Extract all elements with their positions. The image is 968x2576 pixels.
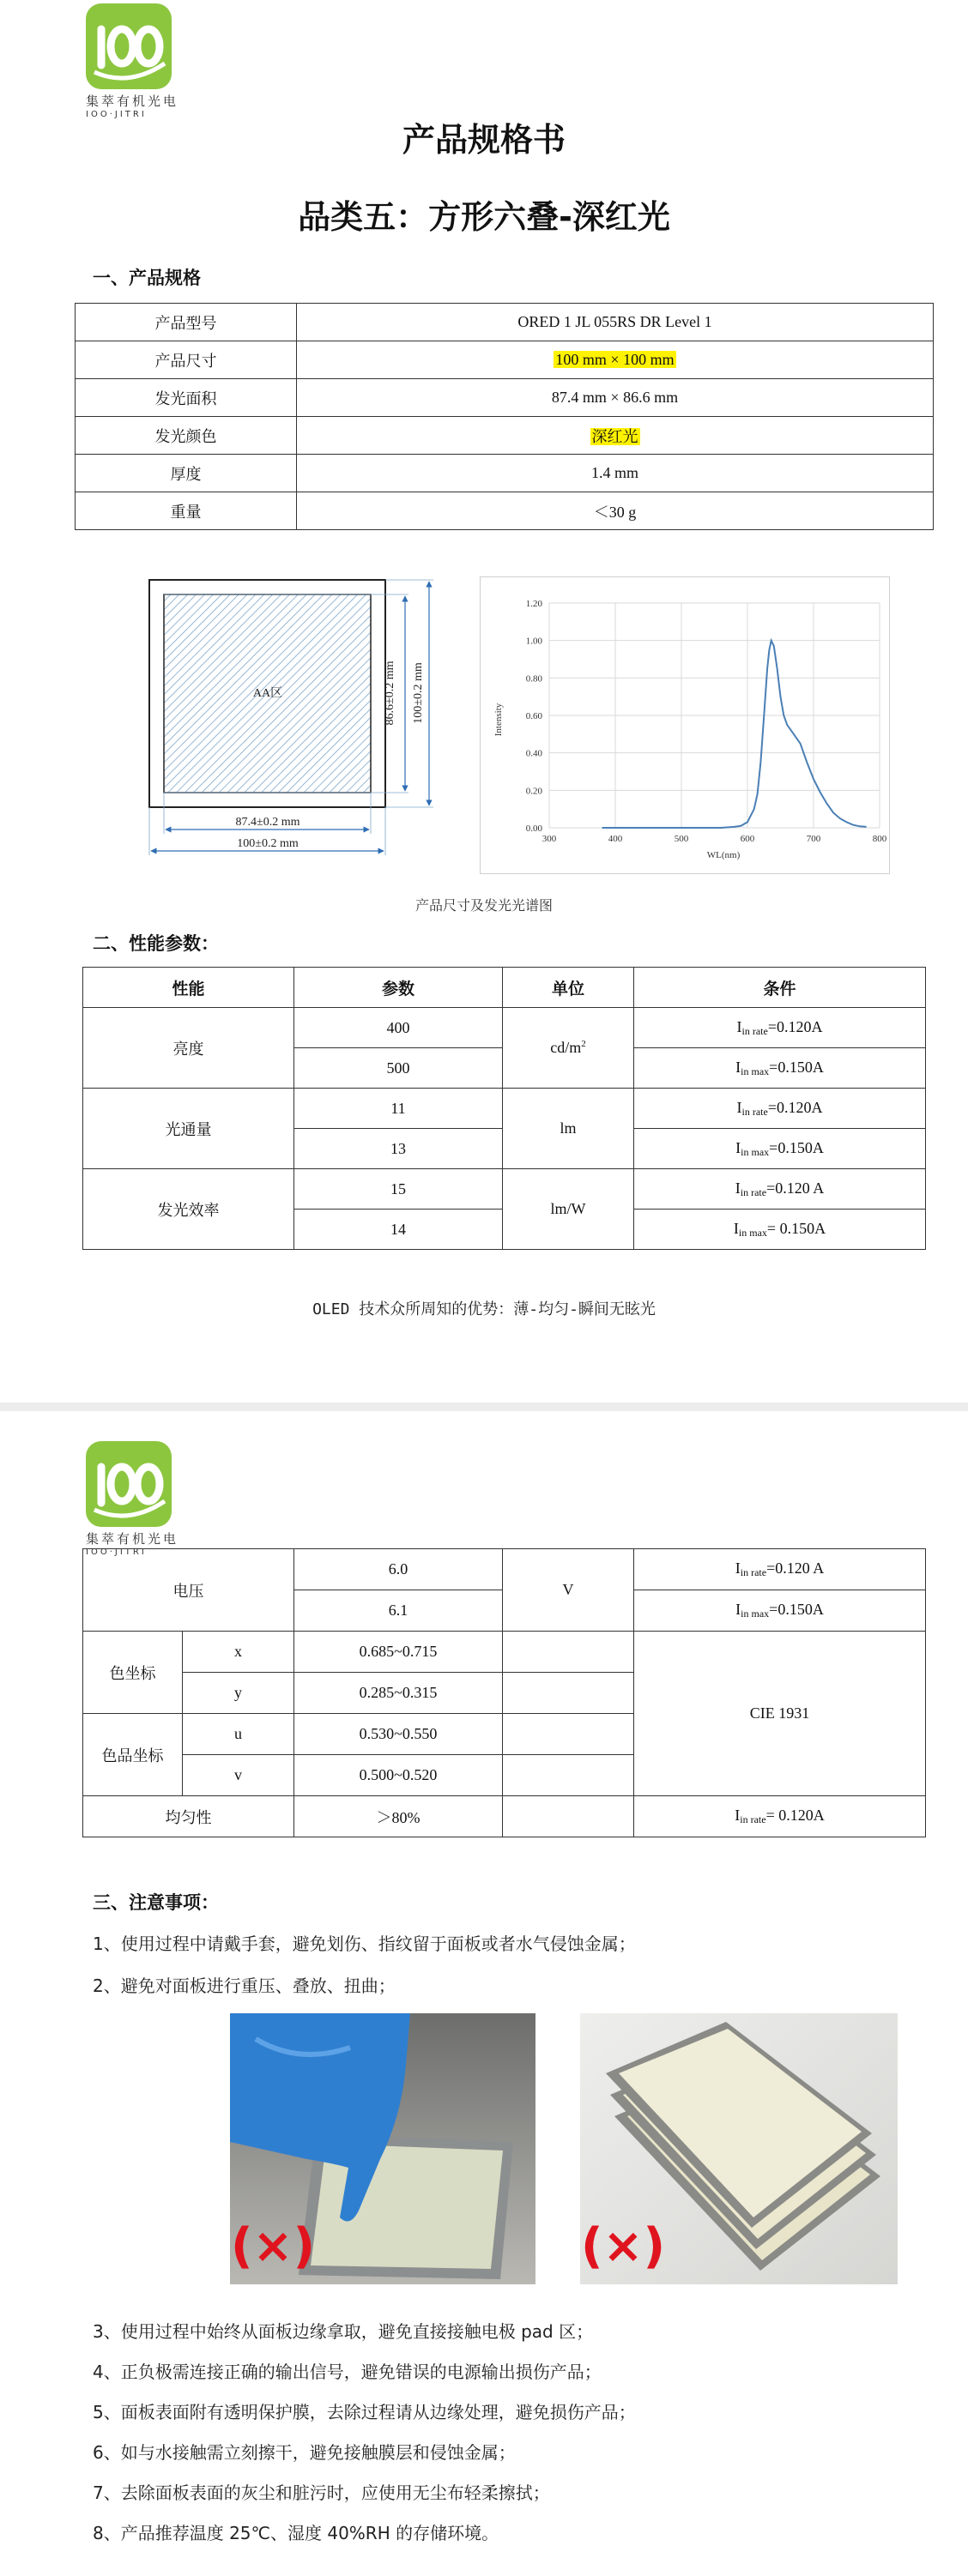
inner-width-label: 87.4±0.2 mm: [235, 816, 300, 829]
logo-cn-text: 集萃有机光电: [86, 1531, 179, 1547]
section-heading-performance: 二、性能参数：: [93, 933, 219, 954]
metric-name: 均匀性: [83, 1796, 294, 1837]
coord-key: u: [183, 1714, 294, 1755]
logo-en-text: IOO·JITRI: [86, 1547, 147, 1557]
spec-value: 1.4 mm: [297, 455, 934, 492]
y-tick-label: 0.40: [525, 748, 542, 759]
section-heading-notes: 三、注意事项：: [93, 1892, 219, 1913]
spec-label: 产品型号: [76, 304, 297, 341]
x-tick-label: 300: [541, 834, 557, 844]
condition-cell: [634, 1796, 926, 1837]
condition-subscript: in max: [738, 1226, 767, 1239]
metric-name: 色坐标: [83, 1632, 183, 1714]
param-value: 0.530~0.550: [294, 1714, 503, 1755]
table-row: [76, 341, 934, 379]
table-row: [83, 1008, 926, 1048]
condition-subscript: in rate: [741, 1024, 768, 1037]
param-value: ＞80%: [294, 1796, 503, 1837]
column-header: 性能: [83, 968, 294, 1008]
table-header-row: [83, 968, 926, 1008]
table-row: [83, 1089, 926, 1129]
table-row: [83, 1796, 926, 1837]
x-tick-label: 700: [806, 834, 821, 844]
logo-badge: [86, 1441, 172, 1527]
param-value: 0.685~0.715: [294, 1632, 503, 1673]
column-header: 单位: [503, 968, 634, 1008]
note-item: 8、产品推荐温度 25℃、湿度 40%RH 的存储环境。: [93, 2523, 499, 2543]
condition-cell: [634, 1089, 926, 1129]
unit-text: lm/W: [550, 1200, 586, 1217]
x-tick-label: 500: [674, 834, 689, 844]
warning-mark: (×): [230, 2218, 316, 2274]
condition-value: = 0.120A: [765, 1807, 825, 1824]
condition-symbol: I: [733, 1219, 739, 1237]
oled-advantage-text: OLED 技术众所周知的优势：薄-均匀-瞬间无眩光: [312, 1300, 656, 1318]
condition-symbol: I: [735, 1559, 741, 1577]
unit-cell: [503, 1169, 634, 1250]
spec-label: 产品尺寸: [76, 341, 297, 379]
logo-badge: [86, 3, 172, 89]
photo-stacked-panels: [580, 2013, 898, 2284]
unit-text: cd/m: [550, 1039, 582, 1056]
table-row: [83, 1632, 926, 1673]
condition-value: =0.150A: [769, 1138, 824, 1156]
note-item: 3、使用过程中始终从面板边缘拿取，避免直接接触电极 pad 区；: [93, 2321, 594, 2342]
spec-label: 厚度: [76, 455, 297, 492]
chart-grid: [549, 603, 880, 828]
table-row: [76, 379, 934, 417]
coord-key: v: [183, 1755, 294, 1796]
warning-mark: (×): [580, 2218, 666, 2274]
y-tick-label: 0.20: [525, 786, 542, 797]
param-value: 400: [294, 1008, 503, 1048]
spec-label: 发光颜色: [76, 417, 297, 455]
dimension-drawing: [137, 568, 455, 864]
spec-value: ＜30 g: [297, 492, 934, 530]
unit-cell: V: [503, 1549, 634, 1632]
note-item: 4、正负极需连接正确的输出信号，避免错误的电源输出损伤产品；: [93, 2362, 602, 2382]
y-tick-label: 1.00: [525, 636, 542, 647]
x-tick-label: 800: [872, 834, 887, 844]
condition-value: =0.120A: [767, 1098, 823, 1116]
metric-name: 光通量: [83, 1089, 294, 1169]
logo-cn-text: 集萃有机光电: [86, 94, 179, 109]
table-row: [76, 455, 934, 492]
spec-label: 重量: [76, 492, 297, 530]
param-value: 14: [294, 1210, 503, 1250]
company-logo: [86, 3, 179, 119]
spectrum-series-line: [602, 641, 867, 828]
condition-symbol: I: [735, 1807, 741, 1824]
logo-en-text: IOO·JITRI: [86, 110, 147, 119]
condition-value: =0.120 A: [766, 1179, 825, 1197]
spec-value: 深红光: [591, 427, 638, 445]
condition-cell: [634, 1008, 926, 1048]
spec-table: [75, 303, 934, 530]
condition-cell: [634, 1549, 926, 1590]
y-axis-label: Intensity: [493, 703, 504, 737]
document-subtitle: 品类五：方形六叠-深红光: [298, 198, 670, 236]
unit-cell: [503, 1008, 634, 1089]
condition-subscript: in rate: [740, 1566, 767, 1578]
column-header: 条件: [634, 968, 926, 1008]
spec-value-cell: [297, 341, 934, 379]
spec-label: 发光面积: [76, 379, 297, 417]
inner-height-label: 86.6±0.2 mm: [384, 661, 396, 726]
note-item: 6、如与水接触需立刻擦干，避免接触膜层和侵蚀金属；: [93, 2442, 516, 2463]
y-tick-label: 0.00: [525, 823, 542, 834]
table-row: [76, 304, 934, 341]
condition-value: =0.150A: [769, 1601, 824, 1618]
unit-cell: [503, 1714, 634, 1755]
condition-value: =0.120 A: [766, 1559, 825, 1577]
unit-superscript: 2: [581, 1039, 586, 1049]
condition-symbol: I: [735, 1601, 741, 1618]
unit-cell: [503, 1089, 634, 1169]
outer-height-label: 100±0.2 mm: [412, 662, 425, 724]
spec-value-cell: [297, 417, 934, 455]
document-title: 产品规格书: [402, 121, 566, 159]
performance-table-continued: [82, 1548, 926, 1837]
x-axis-label: WL(nm): [706, 850, 741, 860]
spec-value: ORED 1 JL 055RS DR Level 1: [297, 304, 934, 341]
condition-cell: [634, 1129, 926, 1169]
note-item: 7、去除面板表面的灰尘和脏污时，应使用无尘布轻柔擦拭；: [93, 2482, 550, 2503]
spec-value: 87.4 mm × 86.6 mm: [297, 379, 934, 417]
chart-axes: [526, 599, 887, 844]
condition-subscript: in max: [741, 1608, 770, 1620]
unit-text: lm: [560, 1119, 577, 1137]
table-row: [83, 1549, 926, 1590]
active-area-label: AA区: [252, 687, 283, 700]
spec-value: 100 mm × 100 mm: [555, 351, 675, 368]
condition-subscript: in max: [741, 1145, 770, 1158]
param-value: 0.500~0.520: [294, 1755, 503, 1796]
metric-name: 亮度: [83, 1008, 294, 1089]
photo-pressing-panel: [230, 2013, 535, 2284]
condition-value: =0.150A: [769, 1058, 824, 1076]
param-value: 500: [294, 1048, 503, 1089]
unit-cell: [503, 1632, 634, 1673]
condition-subscript: in rate: [741, 1105, 768, 1118]
unit-cell: [503, 1755, 634, 1796]
param-value: 11: [294, 1089, 503, 1129]
condition-cell: [634, 1590, 926, 1632]
param-value: 6.0: [294, 1549, 503, 1590]
note-item: 1、使用过程中请戴手套，避免划伤、指纹留于面板或者水气侵蚀金属；: [93, 1934, 636, 1954]
note-item: 2、避免对面板进行重压、叠放、扭曲；: [93, 1976, 396, 1996]
coord-key: y: [183, 1673, 294, 1714]
condition-cell: [634, 1210, 926, 1250]
spectrum-chart: [480, 576, 890, 874]
condition-symbol: I: [735, 1058, 741, 1076]
param-value: 6.1: [294, 1590, 503, 1632]
condition-subscript: in rate: [740, 1185, 767, 1198]
table-row: [83, 1169, 926, 1210]
outer-width-label: 100±0.2 mm: [237, 837, 299, 850]
note-item: 5、面板表面附有透明保护膜，去除过程请从边缘处理，避免损伤产品；: [93, 2402, 636, 2422]
performance-table: [82, 967, 926, 1250]
param-value: 13: [294, 1129, 503, 1169]
company-logo: [86, 1441, 179, 1557]
condition-symbol: I: [736, 1098, 742, 1116]
page-separator: [0, 1403, 968, 1411]
y-tick-label: 1.20: [525, 599, 542, 609]
unit-cell: [503, 1796, 634, 1837]
metric-name: 色品坐标: [83, 1714, 183, 1796]
condition-subscript: in max: [741, 1065, 770, 1077]
x-tick-label: 400: [608, 834, 623, 844]
table-row: [76, 417, 934, 455]
x-tick-label: 600: [740, 834, 755, 844]
metric-name: 发光效率: [83, 1169, 294, 1250]
condition-symbol: I: [735, 1179, 741, 1197]
coord-key: x: [183, 1632, 294, 1673]
condition-value: =0.120A: [767, 1017, 823, 1035]
metric-name: 电压: [83, 1549, 294, 1632]
condition-symbol: I: [736, 1017, 742, 1035]
condition-symbol: I: [735, 1138, 741, 1156]
section-heading-spec: 一、产品规格: [93, 268, 201, 288]
column-header: 参数: [294, 968, 503, 1008]
table-row: [76, 492, 934, 530]
condition-value: = 0.150A: [766, 1219, 826, 1237]
condition-cell: CIE 1931: [634, 1632, 926, 1796]
y-tick-label: 0.60: [525, 711, 542, 721]
condition-subscript: in rate: [740, 1813, 766, 1825]
unit-cell: [503, 1673, 634, 1714]
condition-cell: [634, 1048, 926, 1089]
condition-cell: [634, 1169, 926, 1210]
param-value: 15: [294, 1169, 503, 1210]
y-tick-label: 0.80: [525, 673, 542, 685]
figure-caption: 产品尺寸及发光光谱图: [414, 897, 553, 914]
param-value: 0.285~0.315: [294, 1673, 503, 1714]
